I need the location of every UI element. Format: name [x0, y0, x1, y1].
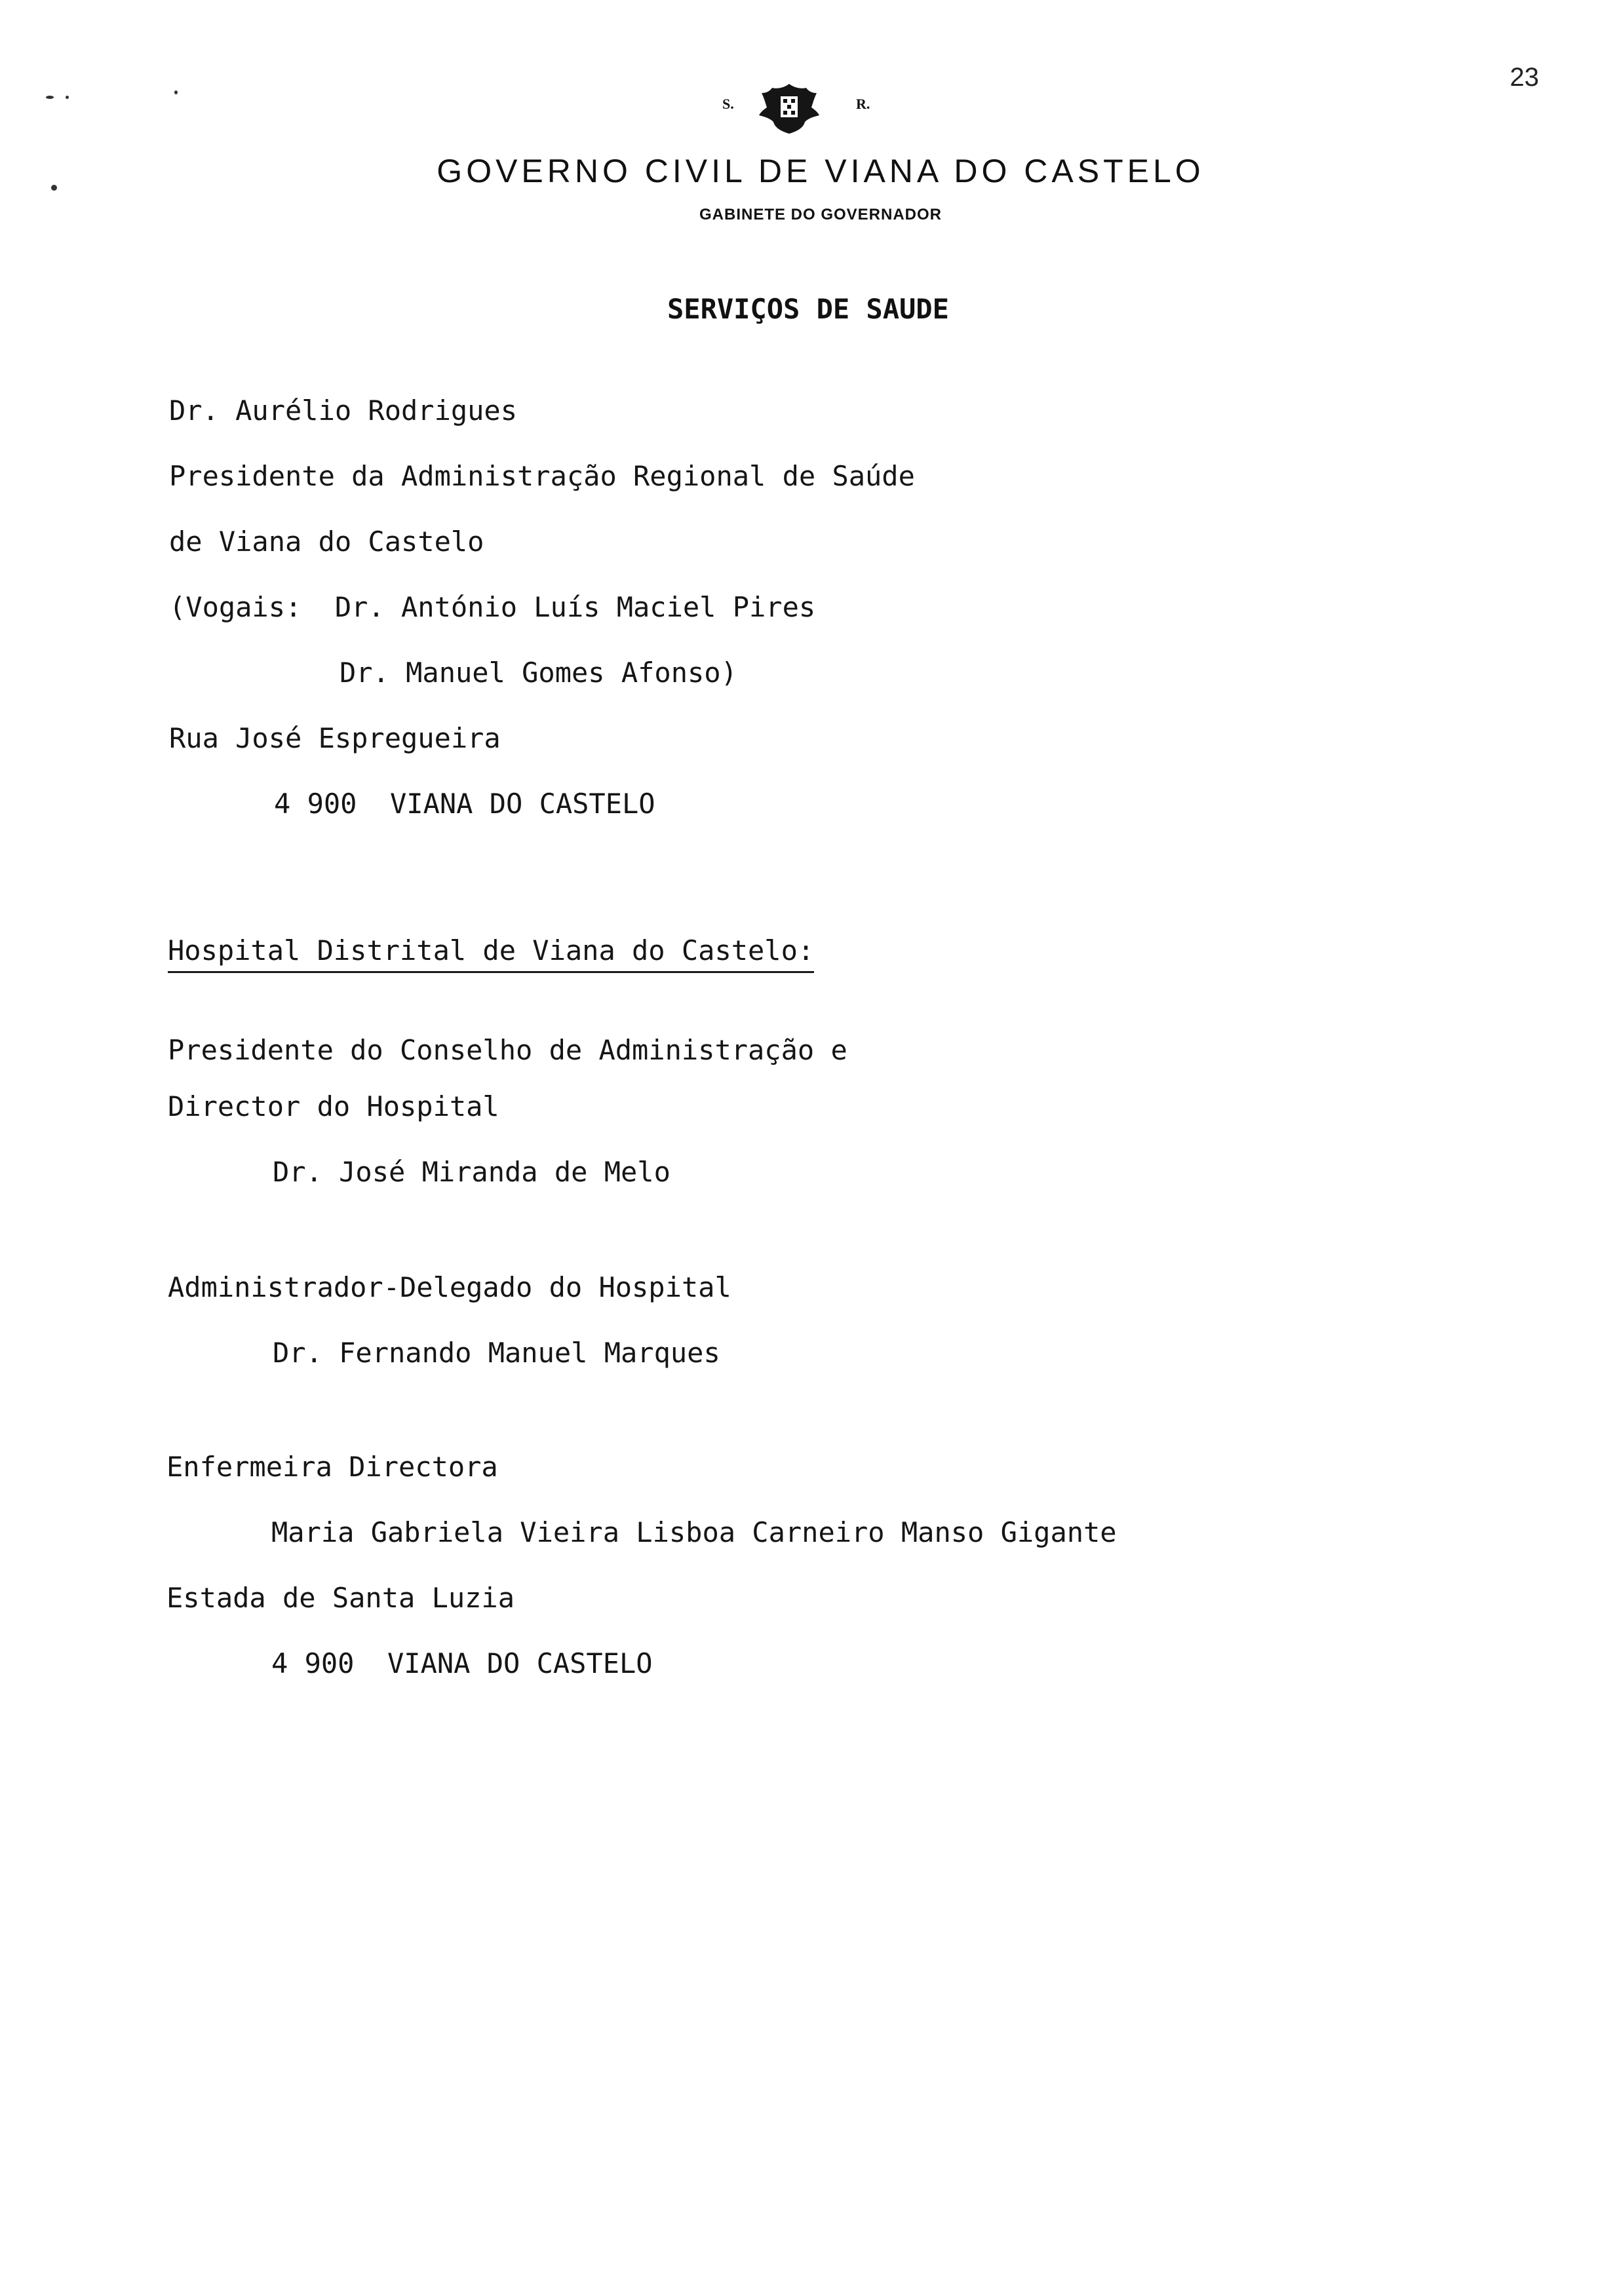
seal-left-letter: S.	[722, 96, 734, 112]
regional-role-line-2: de Viana do Castelo	[169, 526, 484, 558]
hospital-delegate-name: Dr. Fernando Manuel Marques	[273, 1337, 720, 1369]
seal-right-letter: R.	[856, 96, 870, 112]
vogais-line-1: (Vogais: Dr. António Luís Maciel Pires	[169, 591, 816, 623]
regional-postal: 4 900 VIANA DO CASTELO	[274, 788, 655, 820]
department-subtitle: GABINETE DO GOVERNADOR	[699, 206, 943, 223]
page-number: 23	[1509, 63, 1539, 92]
hospital-president-name: Dr. José Miranda de Melo	[273, 1156, 671, 1188]
section-title: SERVIÇOS DE SAUDE	[667, 293, 949, 325]
organization-title: GOVERNO CIVIL DE VIANA DO CASTELO	[437, 153, 1205, 189]
regional-street: Rua José Espregueira	[169, 722, 501, 754]
hospital-postal: 4 900 VIANA DO CASTELO	[271, 1647, 653, 1679]
vogais-line-2: Dr. Manuel Gomes Afonso)	[340, 657, 737, 689]
hospital-nurse-name: Maria Gabriela Vieira Lisboa Carneiro Manso Gigante	[271, 1516, 1117, 1548]
hospital-delegate-role: Administrador-Delegado do Hospital	[168, 1271, 731, 1303]
scan-mark	[174, 90, 178, 94]
hospital-heading: Hospital Distrital de Viana do Castelo:	[168, 934, 814, 973]
hospital-nurse-role: Enfermeira Directora	[166, 1451, 498, 1483]
hospital-president-role-line-2: Director do Hospital	[168, 1090, 499, 1122]
regional-president-name: Dr. Aurélio Rodrigues	[169, 394, 518, 427]
scan-mark	[66, 96, 69, 99]
regional-role-line-1: Presidente da Administração Regional de Saúde	[169, 460, 915, 492]
hospital-president-role-line-1: Presidente do Conselho de Administração e	[168, 1034, 847, 1066]
coat-of-arms-icon	[747, 69, 810, 123]
scan-mark	[46, 96, 54, 99]
hospital-street: Estada de Santa Luzia	[166, 1582, 515, 1614]
